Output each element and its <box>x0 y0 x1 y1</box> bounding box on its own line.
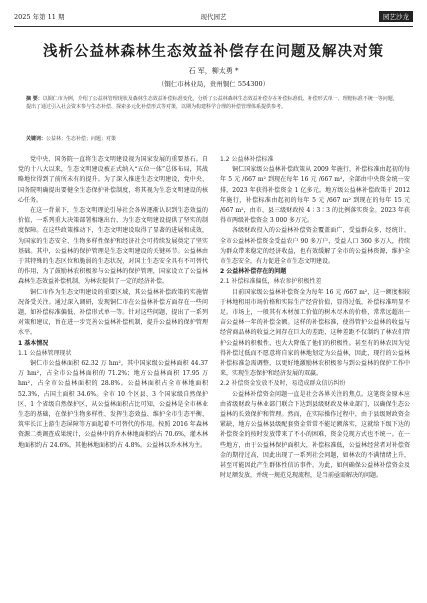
keywords-text: 公益林；生态补偿；问题；对策 <box>46 136 117 142</box>
section-heading: 2 公益林补偿存在的问题 <box>220 268 287 276</box>
left-column <box>18 155 208 451</box>
subsection-heading: 1.1 公益林管理现状 <box>18 349 72 357</box>
paragraph: 党中央、国务院一直将生态文明建设视为国家发展的重要基石。自党的十八大以来，生态文明建设被正式纳入“五位一体”总体布局，其战略地位得到了前所未有的提升。为了深入推进生态文明建设，党中央、国务院明确提出要健全生态保护补偿制度，将其视为生态文明建设的核心任务。 <box>18 156 208 204</box>
paragraph: 在这一背景下，生态文明理论引导社会各界逐渐认识到生态效益的价值，一系列重大决策部署相继出台，为生态文明建设提供了坚实的制度保障。在这些政策推动下，生态文明建设取得了显著的进展和成效，为国家的生态安全、生物多样性保护和经济社会可持续发展奠定了坚实基础。其中，公益林的保护管理是生态文明建设的关键环节。公益林由于其特殊的生态区位和脆弱的生态状况，对国土生态安全具有不可替代的作用，为了鼓励林农积极参与公益林的保护管理，国家设立了公益林森林生态效益补偿机制，为林农提供了一定的经济补偿。 <box>18 207 208 286</box>
paragraph: 铜仁市公益林面积 62.32 万 hm²，其中国家级公益林面积 44.37 万 hm²，占全市公益林面积的 71.2%；地方公益林面积 17.95 万 hm²，占全市公益林面积的 28.8%。公益林面积占全市林地面积 52.3%，占国土面积 34.6%。全市 10 个区县、3 个国家级自然保护区、1 个省级自然保护区，从公益林面积占比可知，公益林是全市林业生态的基础，在保护生物多样性、发挥生态效益、维护全市生态平衡、筑牢长江上游生态屏障等方面起着不可替代的作用。按照 2016 年森林资源二类调查成果统计，公益林中的乔木林地面积约占 70.6%，灌木林地面积约占 24.6%，其他林地面积约占 4.8%。公益林以乔木林为主。 <box>18 360 208 449</box>
right-column <box>220 155 410 482</box>
subsection-heading: 2.2 补偿资金发放不及时，易造成群众信访纠纷 <box>220 380 346 388</box>
keywords-label: 关键词： <box>26 136 47 142</box>
section-heading: 1 基本情况 <box>18 339 49 347</box>
paragraph: 铜仁市作为生态文明建设的重要区域，其公益林补偿政策的实施情况备受关注。通过深入调研，发现铜仁市在公益林补偿方面存在一些问题，如补偿标准偏低、补偿形式单一等。针对这些问题，提出了一系列对策和建议，旨在进一步完善公益林补偿机制，提升公益林的保护管理水平。 <box>18 288 208 337</box>
authors: 石 军，柳太勇 * <box>188 67 239 75</box>
issue-number: 2025 年第 11 期 <box>14 12 65 21</box>
subsection-heading: 2.1 补偿标准偏低，林农参护积极性差 <box>220 278 322 286</box>
subsection-heading: 1.2 公益林补偿标准 <box>220 156 274 163</box>
abstract <box>26 95 401 111</box>
article-title: 浅析公益林森林生态效益补偿存在问题及解决对策 <box>43 44 384 60</box>
journal-name: 现代园艺 <box>200 12 227 21</box>
running-header <box>14 8 413 24</box>
abstract-label: 摘 要： <box>26 96 43 102</box>
abstract-text: 以铜仁市为例，介绍了公益林管理现状及森林生态效益补偿标准变化，分析了公益林森林生态效益补偿存在补偿标准低、补偿形式单一、理赔标准不统一等问题，提出了通过引入社会资本参与生态补偿、探索多元化补偿形式等对策，以期为构建科学合理的补偿管理体系提供参考。 <box>26 96 398 110</box>
keywords <box>26 135 401 142</box>
paragraph: 公益林补偿资金问题一直是社会各界关注的焦点。这笔资金原本应由省级财政与林业部门联合下达到县级财政及林业部门，以确保生态公益林的长效保护和管理。然而，在实际操作过程中，由于县级财政资金紧缺，地方公益林县级配套资金常常不能足额落实，这就给下级下达的补偿资金的按时发放带来了不小的困难，资金兑现方式也不统一。在一些地方，由于公益林保护面积大，补偿标准低，公益林经营者对补偿资金的期待过高，因此出现了一系列社会问题，如林农的不满情绪上升，甚至可能因此产生群体性信访事件。为此，如何确保公益林补偿资金及时足额发放，并统一规范兑现流程，是当前亟需解决的问题。 <box>220 390 410 480</box>
paragraph: 各级财政投入的公益林补偿资金覆盖面广，受益群众多，经统计，全市公益林补偿资金受益农户 90 多万户，受益人口 360 多万人，持续为群众带来稳定的经济收益，也有效缓解了全市的公益林资源，维护全市生态安全，有力促进全市生态文明建设。 <box>220 227 410 266</box>
affiliation: （铜仁市林业局，贵州铜仁 554300） <box>157 80 270 88</box>
section-tag: 园艺沙龙 <box>379 11 413 22</box>
header-rule <box>14 26 413 27</box>
paragraph: 目前国家级公益林补偿资金为每年 16 元 /667 m²，这一额度相较于林地租用市场价格和实际生产经营价值，显得过低，补偿标准明显不足。市场上，一般其有木材加工价值的树木尽木的价格，常常远超出一亩公益林一年的补偿金额。这样的补偿标准，使得管护公益林的收益与经营商品林的收益之间存在巨大的差距，这种差距不仅制约了林农们管护公益林的积极性，也大大降低了他们的积极性。甚至有的林农因为觉得补偿过低而不愿意将自家的林地划定为公益林，因此，现行的公益林补偿标准急需调整，以更好地激励林农积极参与到公益林的保护工作中来，实现生态保护和经济发展的双赢。 <box>220 288 410 378</box>
paragraph: 铜仁国家级公益林补偿政策从 2009 年施行，补偿标准由起初的每年 5 元 /667 m² 到现在每年 16 元 /667 m²，全部由中央资金统一安排，2023 年获得补偿资金 1 亿多元。地方级公益林补偿政策于 2012 年施行，补偿标准由起初的每年 5 元 /667 m² 到现在的每年 15 元 /667 m²，由市、县三级财政按 4∶3∶3 的比例落实资金。2023 年获得市两级补偿资金 3 000 多万元。 <box>220 166 410 225</box>
